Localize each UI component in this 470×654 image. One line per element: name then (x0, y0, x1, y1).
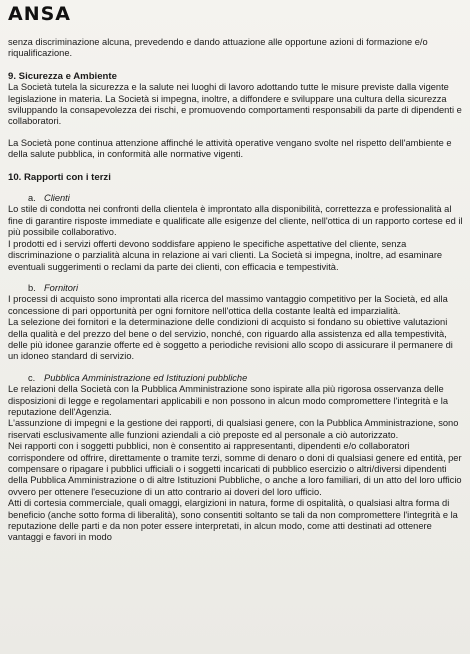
subsection-title: Clienti (44, 193, 70, 204)
section-heading: 10. Rapporti con i terzi (8, 171, 111, 183)
ansa-logo: ANSA (8, 3, 71, 25)
paragraph: La selezione dei fornitori e la determinazione delle condizioni di acquisto si fondano su obiettive valutazioni della qualità e del prezzo del bene o del servizio, nonché, con riguardo alla assistenza ed alla tempestività, delle più idonee garanzie offerte ed è soggetto a periodiche revisioni allo scopo di assicurare il permanere di un idoneo standard di servizio. (8, 317, 453, 362)
subsection-title: Fornitori (44, 282, 79, 293)
paragraph: I prodotti ed i servizi offerti devono soddisfare appieno le specifiche aspettative del cliente, senza discriminazione o parzialità alcuna in relazione ai vari clienti. La Società si impegna, inoltre, ad esaminare eventuali suggerimenti o reclami da parte dei clienti, con efficacia e tempestività. (8, 238, 443, 272)
paragraph: La Società tutela la sicurezza e la salute nei luoghi di lavoro adottando tutte le misure previste dalla vigente legislazione in materia. La Società si impegna, inoltre, a diffondere e sviluppare una cultura della sicurezza sviluppando la consapevolezza dei rischi, e promuovendo comportamenti responsabili da parte di dipendenti e collaboratori. (8, 82, 462, 127)
paragraph: La Società pone continua attenzione affinché le attività operative vengano svolte nel rispetto dell'ambiente e della salute pubblica, in conformità alle normative vigenti. (8, 137, 452, 160)
paragraph: I processi di acquisto sono improntati alla ricerca del massimo vantaggio competitivo per la Società, ed alla concessione di pari opportunità per ogni fornitore nell'ottica della costante lealtà ed imparzialità. (8, 294, 448, 316)
subsection-heading (8, 373, 464, 384)
subsection-letter: a. (28, 193, 36, 204)
subsection-letter: c. (28, 372, 36, 383)
subsection-heading (8, 283, 464, 294)
subsection-title: Pubblica Amministrazione ed Istituzioni pubbliche (44, 372, 248, 383)
document-body (8, 37, 464, 544)
section-heading: 9. Sicurezza e Ambiente (8, 70, 117, 82)
paragraph: Nei rapporti con i soggetti pubblici, non è consentito ai rappresentanti, dipendenti e/o collaboratori corrispondere od offrire, direttamente o tramite terzi, somme di denaro o doni di qualsiasi genere ed entità, per compensare o ripagare i pubblici ufficiali o i soggetti incaricati di pubblico esercizio o altri/diversi dipendenti della Pubblica Amministrazione o di altre Istituzioni Pubbliche, o anche a loro familiari, di un atto del loro ufficio ovvero per ottenere l'esecuzione di un atto contrario ai doveri del loro ufficio. (8, 441, 462, 497)
paragraph: L'assunzione di impegni e la gestione dei rapporti, di qualsiasi genere, con la Pubblica Amministrazione, sono riservati esclusivamente alle funzioni aziendali a ciò preposte ed al personale a ciò autorizzato. (8, 418, 459, 440)
subsection-letter: b. (28, 282, 36, 293)
subsection-heading (8, 193, 464, 204)
paragraph: Lo stile di condotta nei confronti della clientela è improntato alla disponibilità, correttezza e professionalità al fine di garantire risposte immediate e qualificate alle esigenze del cliente, nell'ottica di un rapporto cortese ed il più possibile collaborativo. (8, 204, 463, 238)
paragraph: senza discriminazione alcuna, prevedendo e dando attuazione alle opportune azioni di formazione e/o riqualificazione. (8, 37, 428, 59)
paragraph: Atti di cortesia commerciale, quali omaggi, elargizioni in natura, forme di ospitalità, o qualsiasi altra forma di beneficio (anche sotto forma di liberalità), sono consentiti soltanto se tali da non compromettere l'integrità e la reputazione delle parti e da non poter essere interpretati, in alcun modo, come atti destinati ad ottenere vantaggi e favori in modo (8, 498, 458, 543)
paragraph: Le relazioni della Società con la Pubblica Amministrazione sono ispirate alla più rigorosa osservanza delle disposizioni di legge e regolamentari applicabili e non possono in alcun modo compromettere l'integrità e la reputazione dell'Agenzia. (8, 384, 449, 417)
